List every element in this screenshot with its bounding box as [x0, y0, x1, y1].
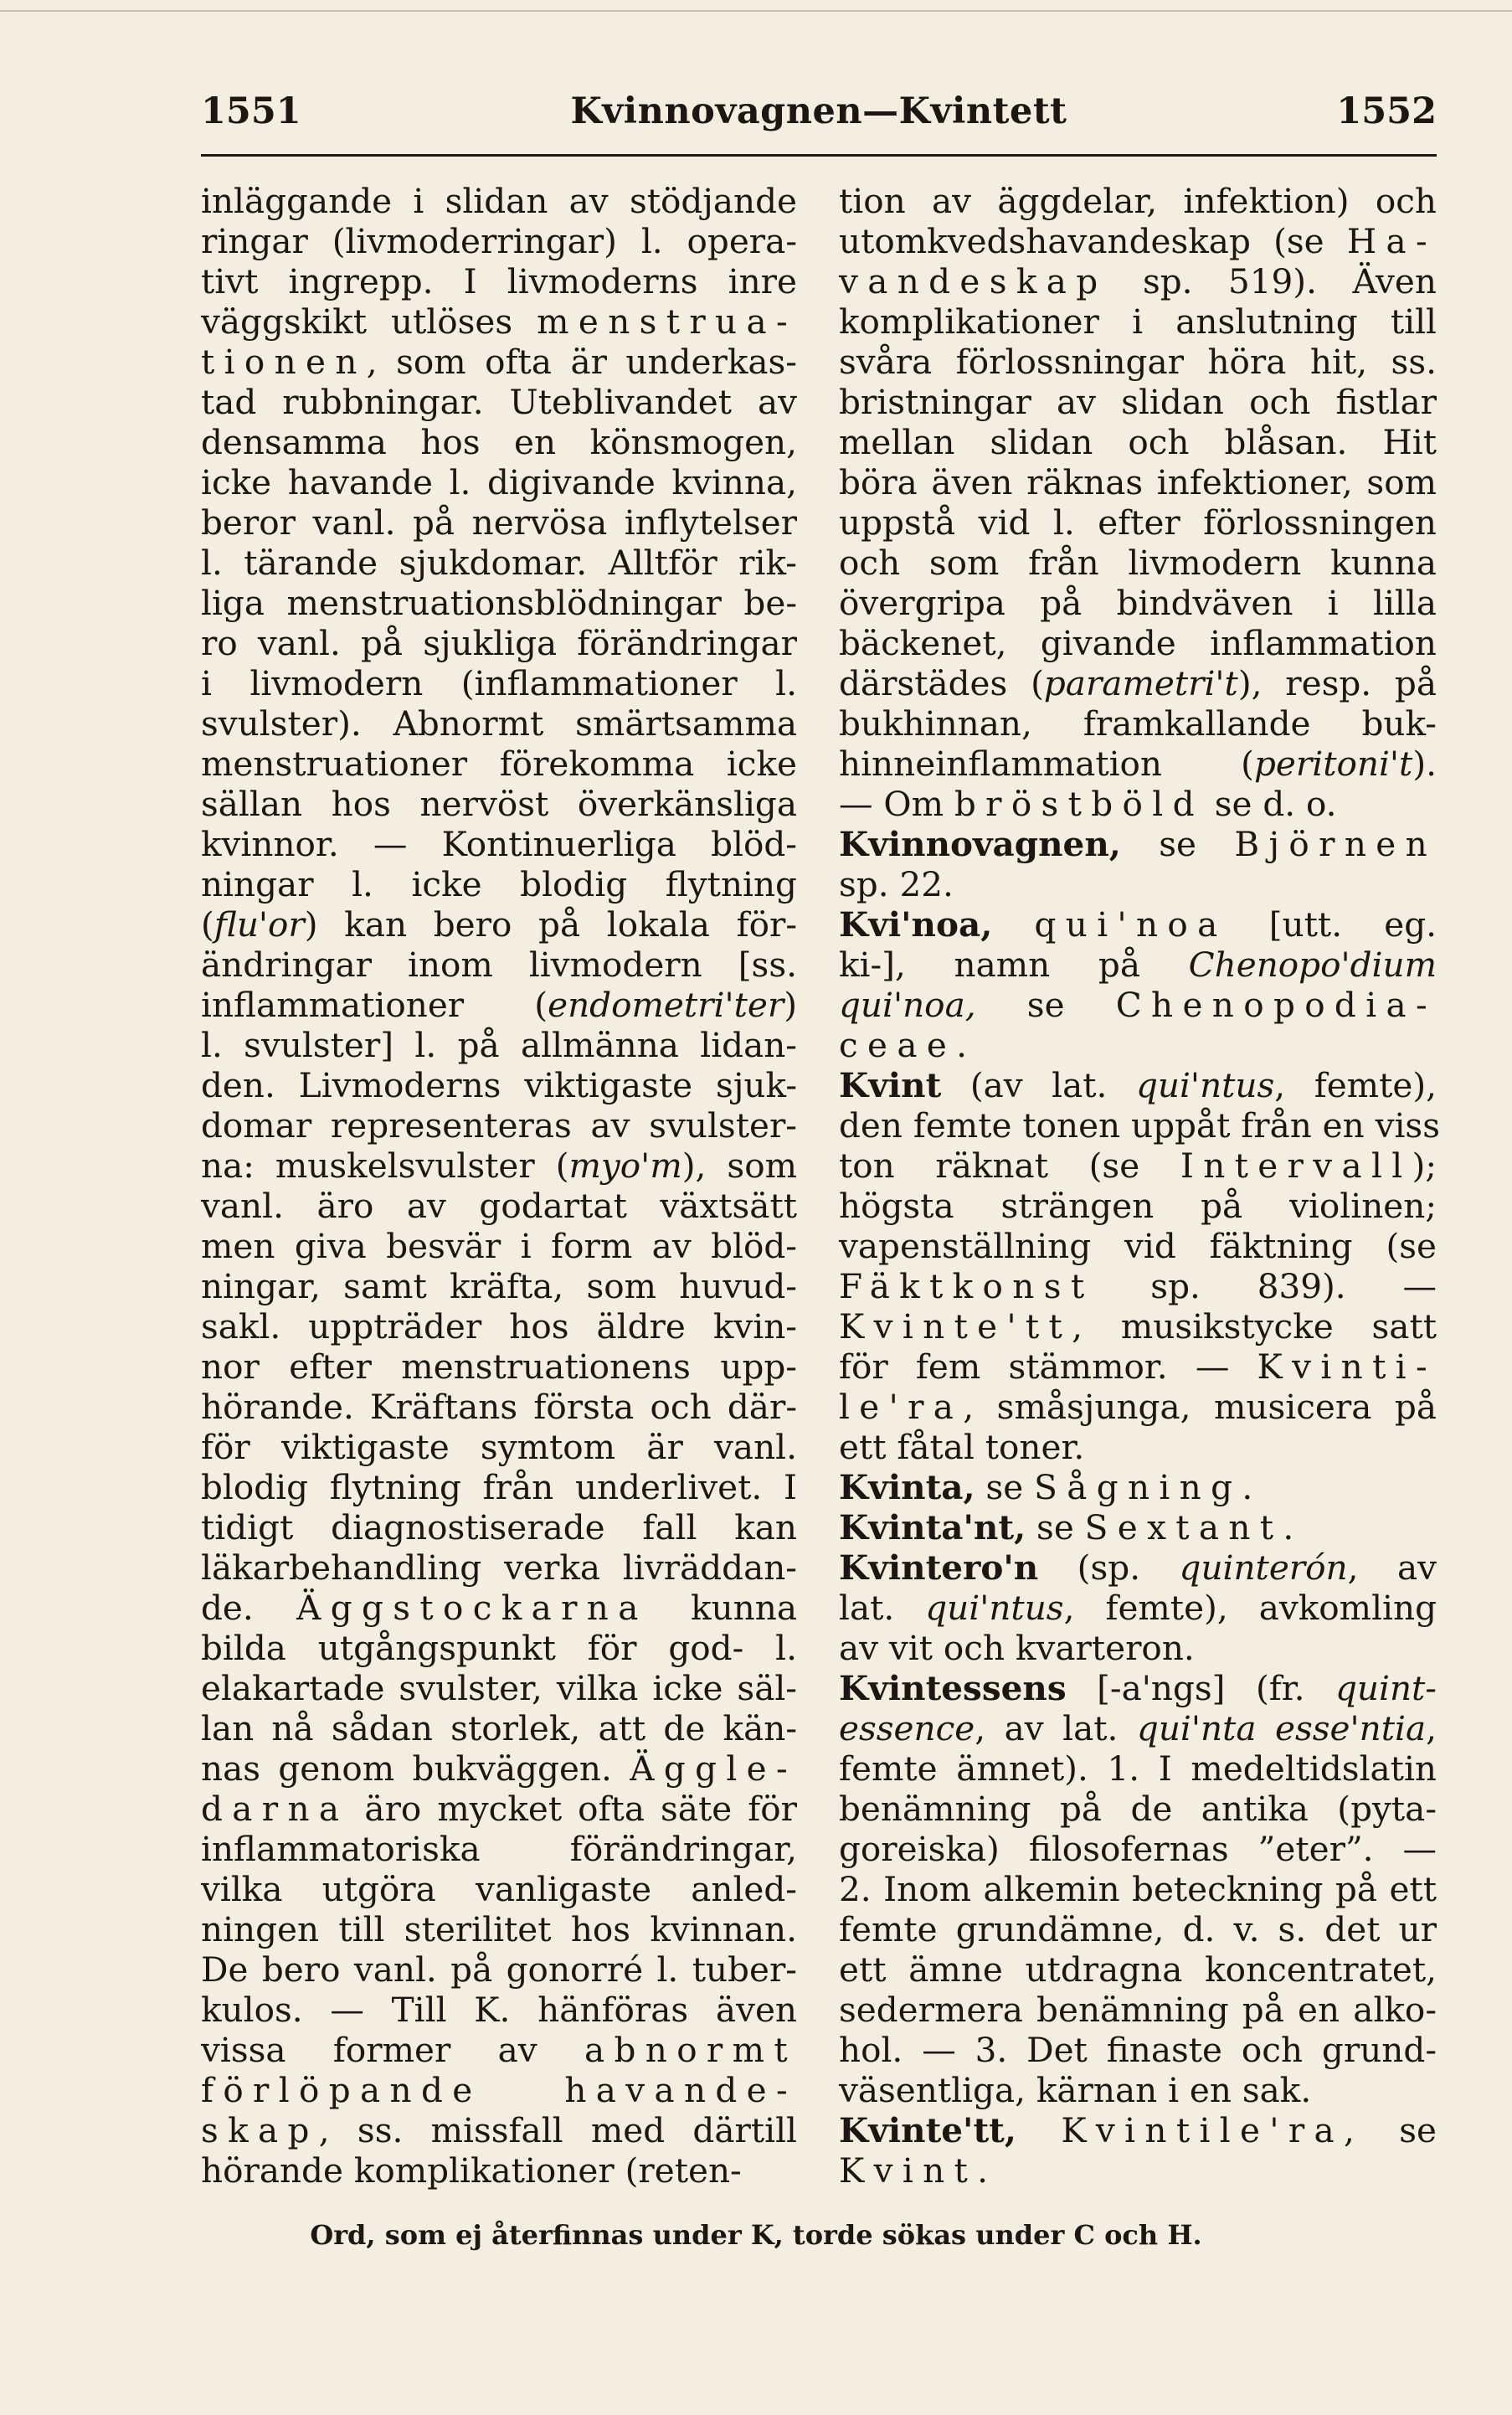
text-run: femte ämnet). 1. I medeltidslatin [839, 1748, 1437, 1789]
text-run: (sp. [1038, 1547, 1180, 1588]
left-column-line [201, 1186, 797, 1226]
text-run: ningar l. icke blodig flytning [201, 864, 797, 904]
left-column-line [201, 301, 797, 342]
text-run: hinneinflammation ( [839, 744, 1254, 784]
text-run: svåra förlossningar höra hit, ss. [839, 342, 1437, 382]
text-run: för viktigaste symtom är vanl. [201, 1427, 797, 1467]
text-run: hörande. Kräftans första och där- [201, 1387, 797, 1427]
spaced-reference: Kvintile'ra [1061, 2110, 1345, 2150]
page-header [201, 90, 1437, 149]
left-column-line [201, 1588, 797, 1628]
right-column-line [839, 2110, 1437, 2150]
left-column-line [201, 1266, 797, 1306]
text-run: se [975, 985, 1116, 1025]
text-run: vilka utgöra vanligaste anled- [201, 1869, 797, 1909]
spaced-reference: Kvint. [839, 2150, 998, 2191]
right-column-line [839, 985, 1437, 1025]
right-column-line [839, 945, 1437, 985]
text-run: tivt ingrepp. I livmoderns inre [201, 261, 797, 301]
text-run: kvinnor. — Kontinuerliga blöd- [201, 824, 797, 864]
text-run: , femte), avkomling [1063, 1588, 1437, 1628]
text-run: sakl. uppträder hos äldre kvin- [201, 1306, 797, 1347]
right-column-line [839, 824, 1437, 864]
right-column-line [839, 1226, 1437, 1266]
text-run: ki-], namn på [839, 945, 1189, 985]
right-column-line [839, 1949, 1437, 1990]
text-run: läkarbehandling verka livräddan- [201, 1547, 797, 1588]
right-column-line [839, 1065, 1437, 1105]
text-run: lan nå sådan storlek, att de kän- [201, 1708, 797, 1748]
left-column-line [201, 1306, 797, 1347]
text-run: (av lat. [941, 1065, 1136, 1105]
text-run: tidigt diagnostiserade fall kan [201, 1507, 797, 1547]
right-column [839, 181, 1441, 2191]
text-run: väsentliga, kärnan i en sak. [839, 2070, 1312, 2110]
text-run: högsta strängen på violinen; [839, 1186, 1437, 1226]
right-column-line [839, 1427, 1437, 1467]
text-run: mellan slidan och blåsan. Hit [839, 422, 1437, 462]
left-column-line [201, 502, 797, 543]
text-run: , småsjunga, musicera på [963, 1387, 1437, 1427]
headword: Kvi'noa, [839, 904, 993, 945]
text-run [1016, 2110, 1061, 2150]
right-column-line [839, 1306, 1437, 1347]
left-column-line [201, 1226, 797, 1266]
right-column-line [839, 342, 1437, 382]
italic-term: peritoni't [1254, 744, 1413, 784]
right-column-line [839, 1186, 1437, 1226]
italic-term: essence [839, 1708, 975, 1748]
left-column-line [201, 1628, 797, 1668]
text-run: , ss. missfall med därtill [318, 2110, 797, 2150]
text-run: se [1120, 824, 1235, 864]
right-column-line [839, 703, 1437, 744]
left-page-number: 1551 [201, 90, 301, 132]
left-column-line [201, 1347, 797, 1387]
left-column-line [201, 1025, 797, 1065]
left-column-line [201, 543, 797, 583]
left-column-line [201, 1869, 797, 1909]
text-run: nas genom bukväggen. [201, 1748, 630, 1789]
spaced-reference: bröstböld [954, 784, 1204, 824]
left-column-line [201, 1547, 797, 1588]
right-column-line [839, 1628, 1437, 1668]
text-run: , femte), [1274, 1065, 1437, 1105]
spaced-reference: darna [201, 1789, 349, 1829]
spaced-reference: Kvinti- [1257, 1347, 1437, 1387]
spaced-reference: Chenopodia- [1115, 985, 1437, 1025]
text-run: , av lat. [975, 1708, 1137, 1748]
text-run: väggskikt utlöses [201, 301, 537, 342]
left-column-line [201, 1909, 797, 1949]
right-column-line [839, 583, 1437, 623]
text-run: , musikstycke satt [1072, 1306, 1437, 1347]
text-run: nor efter menstruationens upp- [201, 1347, 797, 1387]
text-run: icke havande l. digivande kvinna, [201, 462, 797, 502]
right-column-line [839, 1668, 1437, 1708]
left-column-line [201, 1467, 797, 1507]
left-column-line [201, 382, 797, 422]
left-column-line [201, 1105, 797, 1146]
right-column-line [839, 1909, 1437, 1949]
left-column-line [201, 422, 797, 462]
right-column-line [839, 904, 1437, 945]
right-column-line [839, 1547, 1437, 1588]
text-run: ), som [681, 1146, 797, 1186]
italic-term: quint- [1335, 1668, 1437, 1708]
text-run: inläggande i slidan av stödjande [201, 181, 797, 221]
text-run: uppstå vid l. efter förlossningen [839, 502, 1437, 543]
right-column-line [839, 1708, 1437, 1748]
left-column-line [201, 261, 797, 301]
running-title: Kvinnovagnen—Kvintett [570, 90, 1067, 132]
left-column-line [201, 663, 797, 703]
left-column-line [201, 623, 797, 663]
text-run: liga menstruationsblödningar be- [201, 583, 797, 623]
text-run: den. Livmoderns viktigaste sjuk- [201, 1065, 797, 1105]
spaced-reference: Intervall [1180, 1146, 1412, 1186]
text-run: ). [1412, 744, 1437, 784]
right-column-line [839, 2070, 1437, 2110]
left-column-line [201, 1668, 797, 1708]
right-column-line [839, 1105, 1441, 1146]
right-column-line [839, 462, 1437, 502]
text-run: hol. — 3. Det finaste och grund- [839, 2030, 1437, 2070]
text-run: ), resp. på [1237, 663, 1437, 703]
italic-term: qui'nta esse'ntia [1136, 1708, 1427, 1748]
text-run: böra även räknas infektioner, som [839, 462, 1437, 502]
spaced-reference: abnormt [584, 2030, 797, 2070]
spaced-reference: qui'noa [1034, 904, 1227, 945]
right-column-line [839, 1507, 1437, 1547]
spaced-reference: menstrua- [537, 301, 797, 342]
left-column-line [201, 2150, 797, 2191]
right-column-line [839, 1467, 1437, 1507]
left-column-line [201, 462, 797, 502]
text-run [992, 904, 1034, 945]
headword: Kvintero'n [839, 1547, 1039, 1588]
right-column-line [839, 1025, 1437, 1065]
left-column-line [201, 1949, 797, 1990]
text-run: ) [784, 985, 797, 1025]
left-column-line [201, 1387, 797, 1427]
text-run: komplikationer i anslutning till [839, 301, 1437, 342]
italic-term: myo'm [568, 1146, 682, 1186]
footer-note: Ord, som ej återfinnas under K, torde sökas under C och H. [310, 2219, 1202, 2251]
right-column-line [839, 543, 1437, 583]
text-run: benämning på de antika (pyta- [839, 1789, 1437, 1829]
text-run: goreiska) filosofernas ”eter”. — [839, 1829, 1437, 1869]
left-column-line [201, 864, 797, 904]
text-run: ningar, samt kräfta, som huvud- [201, 1266, 797, 1306]
left-column-line [201, 342, 797, 382]
text-run: femte grundämne, d. v. s. det ur [839, 1909, 1437, 1949]
spaced-reference: Äggle- [630, 1748, 797, 1789]
right-column-line [839, 1829, 1437, 1869]
right-column-line [839, 1387, 1437, 1427]
spaced-reference: ceae. [839, 1025, 977, 1065]
right-column-line [839, 1869, 1437, 1909]
right-column-line [839, 1146, 1437, 1186]
spaced-reference: förlöpande havande- [201, 2070, 797, 2110]
headword: Kvintessens [839, 1668, 1067, 1708]
right-column-line [839, 502, 1437, 543]
text-run: ); [1412, 1146, 1437, 1186]
text-run: ningen till sterilitet hos kvinnan. [201, 1909, 797, 1949]
text-run: sp. 519). Även [1107, 261, 1437, 301]
text-run: den femte tonen uppåt från en viss [839, 1105, 1441, 1146]
right-column-line [839, 1266, 1437, 1306]
right-column-line [839, 422, 1437, 462]
text-run: densamma hos en könsmogen, [201, 422, 797, 462]
text-run: tad rubbningar. Uteblivandet av [201, 382, 797, 422]
text-run: sällan hos nervöst överkänsliga [201, 784, 797, 824]
left-column-line [201, 985, 797, 1025]
headword: Kvinnovagnen, [839, 824, 1121, 864]
text-run: , av [1347, 1547, 1437, 1588]
left-column-line [201, 221, 797, 261]
text-run: ett fåtal toner. [839, 1427, 1085, 1467]
right-column-line [839, 1789, 1437, 1829]
spaced-reference: Ha- [1346, 221, 1437, 261]
text-run: domar representeras av svulster- [201, 1105, 797, 1146]
text-run: menstruationer förekomma icke [201, 744, 797, 784]
text-run: ro vanl. på sjukliga förändringar [201, 623, 797, 663]
text-run: de. [201, 1588, 297, 1628]
spaced-reference: tionen [201, 342, 367, 382]
right-column-line [839, 261, 1437, 301]
text-run: inflammationer ( [201, 985, 548, 1025]
text-run: inflammatoriska förändringar, [201, 1829, 797, 1869]
text-run: övergripa på bindväven i lilla [839, 583, 1437, 623]
text-run: — Om [839, 784, 954, 824]
text-run: bilda utgångspunkt för god- l. [201, 1628, 797, 1668]
text-run: ringar (livmoderringar) l. opera- [201, 221, 797, 261]
headword: Kvinta, [839, 1467, 975, 1507]
right-column-line [839, 2030, 1437, 2070]
spaced-reference: le'ra [839, 1387, 964, 1427]
italic-term: qui'noa, [839, 985, 976, 1025]
text-run: tion av äggdelar, infektion) och [839, 181, 1437, 221]
text-run: sp. 839). — [1093, 1266, 1437, 1306]
text-run: ett ämne utdragna koncentratet, [839, 1949, 1437, 1990]
text-run: bukhinnan, framkallande buk- [839, 703, 1437, 744]
italic-term: qui'ntus [1135, 1065, 1275, 1105]
text-run: av vit och kvarteron. [839, 1628, 1195, 1668]
left-column-line [201, 1065, 797, 1105]
text-run: äro mycket ofta säte för [348, 1789, 797, 1829]
text-run: [-a'ngs] (fr. [1066, 1668, 1335, 1708]
text-run: sedermera benämning på en alko- [839, 1990, 1437, 2030]
text-run: svulster). Abnormt smärtsamma [201, 703, 797, 744]
text-run: se d. o. [1203, 784, 1337, 824]
text-run: beror vanl. på nervösa inflytelser [201, 502, 797, 543]
right-column-line [839, 663, 1437, 703]
left-column-line [201, 945, 797, 985]
left-column-line [201, 1427, 797, 1467]
text-run: [utt. eg. [1227, 904, 1437, 945]
left-column-line [201, 2030, 797, 2070]
right-column-line [839, 864, 1437, 904]
text-run: lat. [839, 1588, 926, 1628]
left-column-line [201, 824, 797, 864]
text-run: 2. Inom alkemin beteckning på ett [839, 1869, 1437, 1909]
left-column-line [201, 1708, 797, 1748]
right-page-number: 1552 [1336, 90, 1437, 132]
text-run: De bero vanl. på gonorré l. tuber- [201, 1949, 797, 1990]
left-column-line [201, 2110, 797, 2150]
left-column-line [201, 2070, 797, 2110]
right-column-line [839, 784, 1437, 824]
text-run: elakartade svulster, vilka icke säl- [201, 1668, 797, 1708]
left-column [201, 181, 797, 2191]
text-run: vanl. äro av godartat växtsätt [201, 1186, 797, 1226]
right-column-line [839, 1588, 1437, 1628]
text-run: vapenställning vid fäktning (se [839, 1226, 1437, 1266]
header-rule [201, 154, 1437, 157]
text-run: hörande komplikationer (reten- [201, 2150, 742, 2191]
right-column-line [839, 221, 1437, 261]
text-run: ändringar inom livmodern [ss. [201, 945, 797, 985]
text-run: , som ofta är underkas- [366, 342, 797, 382]
italic-term: endometri'ter [548, 985, 784, 1025]
left-column-line [201, 744, 797, 784]
left-column-line [201, 181, 797, 221]
left-column-line [201, 784, 797, 824]
text-run: se [975, 1467, 1035, 1507]
left-column-line [201, 1507, 797, 1547]
text-run: se [1026, 1507, 1085, 1547]
scan-edge-line [0, 10, 1512, 12]
text-run: därstädes ( [839, 663, 1044, 703]
right-column-line [839, 382, 1437, 422]
text-run: ton räknat (se [839, 1146, 1180, 1186]
spaced-reference: Fäktkonst [839, 1266, 1094, 1306]
right-column-line [839, 623, 1437, 663]
italic-term: Chenopo'dium [1188, 945, 1437, 985]
text-run: kunna [647, 1588, 797, 1628]
spaced-reference: Björnen [1234, 824, 1437, 864]
right-column-line [839, 744, 1437, 784]
text-run: utomkvedshavandeskap (se [839, 221, 1347, 261]
text-run: l. tärande sjukdomar. Alltför rik- [201, 543, 797, 583]
text-run: för fem stämmor. — [839, 1347, 1257, 1387]
left-column-line [201, 583, 797, 623]
left-column-line [201, 1748, 797, 1789]
left-column-line [201, 1789, 797, 1829]
spaced-reference: vandeskap [839, 261, 1108, 301]
right-column-line [839, 301, 1437, 342]
text-run: ( [201, 904, 214, 945]
text-run: blodig flytning från underlivet. I [201, 1467, 797, 1507]
left-column-line [201, 1146, 797, 1186]
text-run: na: muskelsvulster ( [201, 1146, 569, 1186]
headword: Kvint [839, 1065, 942, 1105]
spaced-reference: Kvinte'tt [839, 1306, 1072, 1347]
italic-term: parametri't [1043, 663, 1238, 703]
text-run: ) kan bero på lokala för- [304, 904, 797, 945]
headword: Kvinta'nt, [839, 1507, 1026, 1547]
text-run: kulos. — Till K. hänföras även [201, 1990, 797, 2030]
left-column-line [201, 1990, 797, 2030]
left-column-line [201, 1829, 797, 1869]
spaced-reference: Äggstockarna [296, 1588, 648, 1628]
left-column-line [201, 703, 797, 744]
right-column-line [839, 1990, 1437, 2030]
text-run: bristningar av slidan och fistlar [839, 382, 1437, 422]
text-run: l. svulster] l. på allmänna lidan- [201, 1025, 797, 1065]
text-run: bäckenet, givande inflammation [839, 623, 1437, 663]
italic-term: flu'or [213, 904, 305, 945]
italic-term: qui'ntus [925, 1588, 1064, 1628]
text-run: , se [1344, 2110, 1437, 2150]
headword: Kvinte'tt, [839, 2110, 1016, 2150]
right-column-line [839, 2150, 1437, 2191]
text-run: sp. 22. [839, 864, 954, 904]
text-run: vissa former av [201, 2030, 585, 2070]
spaced-reference: skap [201, 2110, 319, 2150]
spaced-reference: Sextant. [1084, 1507, 1304, 1547]
right-column-line [839, 1748, 1437, 1789]
text-run: och som från livmodern kunna [839, 543, 1437, 583]
text-run: men giva besvär i form av blöd- [201, 1226, 797, 1266]
left-column-line [201, 904, 797, 945]
right-column-line [839, 1347, 1437, 1387]
italic-term: quinterón [1179, 1547, 1348, 1588]
text-run: i livmodern (inflammationer l. [201, 663, 797, 703]
text-run: , [1426, 1708, 1437, 1748]
spaced-reference: Sågning. [1034, 1467, 1263, 1507]
right-column-line [839, 181, 1437, 221]
